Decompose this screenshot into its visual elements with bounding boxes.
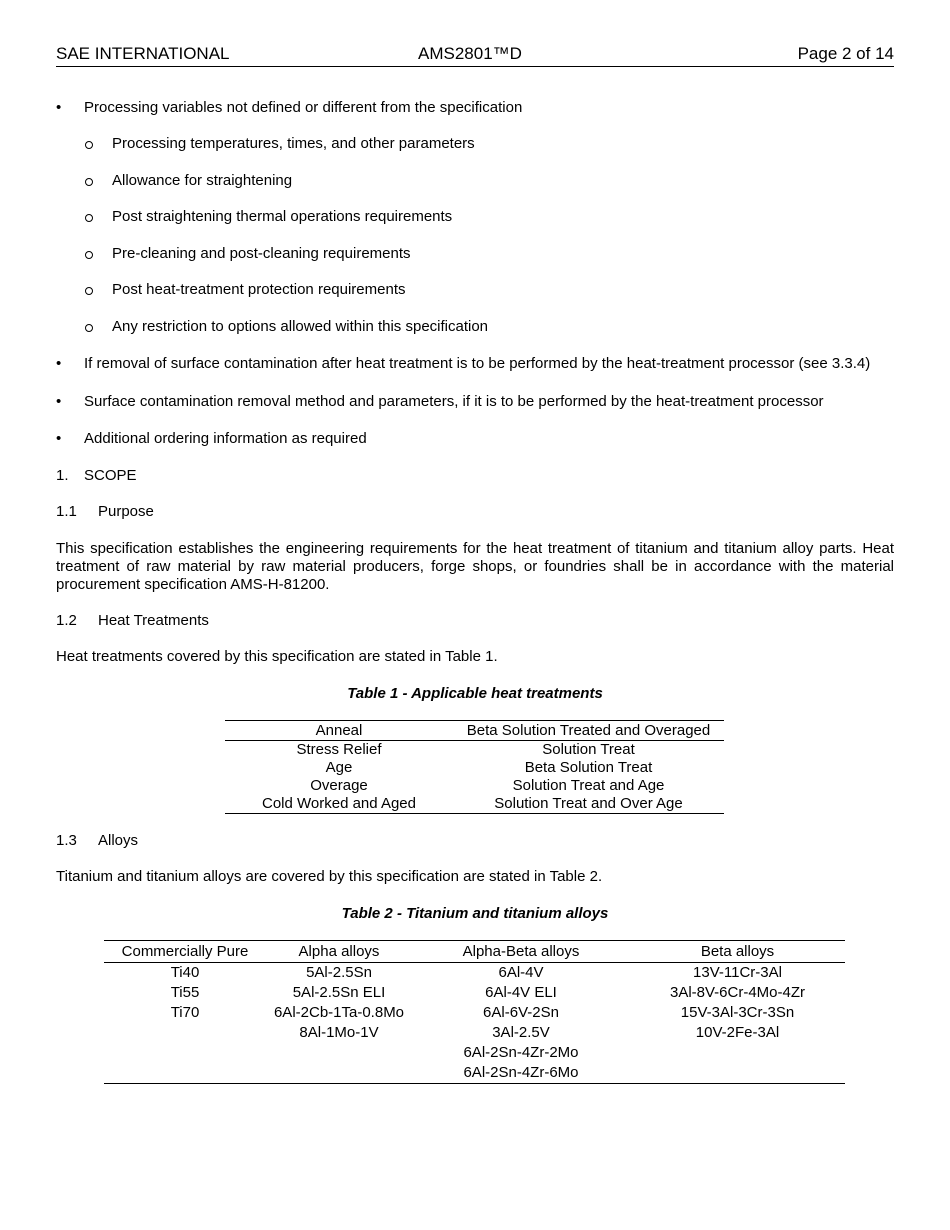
sub-bullet-item: Allowance for straightening: [112, 172, 293, 189]
table-cell: Beta Solution Treat: [524, 759, 653, 776]
table-cell: [266, 1043, 412, 1063]
table-cell: [104, 1063, 266, 1084]
table-cell: Ti70: [170, 1004, 200, 1021]
table-cell: [266, 1063, 412, 1084]
hollow-bullet-icon: [85, 251, 93, 259]
table-row: [104, 983, 845, 1003]
hollow-bullet-icon: [85, 178, 93, 186]
hollow-bullet-icon: [85, 141, 93, 149]
table-cell: 8Al-1Mo-1V: [299, 1024, 379, 1041]
table-cell: 13V-11Cr-3Al: [693, 964, 782, 981]
table-cell: [630, 1043, 845, 1063]
table-cell: Solution Treat: [542, 741, 635, 758]
section-number: 1.3: [56, 832, 77, 849]
purpose-paragraph: This specification establishes the engineering requirements for the heat treatment of titanium and titanium alloy parts. Heat treatment of raw material by raw material producers, forge shops, or foundries shall be in accordance with the material procurement specification AMS-H-81200.: [56, 540, 894, 593]
table-cell: Age: [325, 759, 353, 776]
table-header-cell: Anneal: [225, 721, 453, 741]
table-cell: [104, 1043, 266, 1063]
sub-bullet-item: Processing temperatures, times, and other parameters: [112, 135, 475, 152]
header-page-number: Page 2 of 14: [797, 44, 894, 63]
table-row: [225, 795, 724, 814]
heat-treatments-paragraph: Heat treatments covered by this specification are stated in Table 1.: [56, 648, 498, 665]
table-header-cell: Alpha alloys: [266, 941, 412, 963]
bullet-item: Additional ordering information as required: [84, 430, 367, 447]
table-cell: 15V-3Al-3Cr-3Sn: [680, 1004, 795, 1021]
header-document-id: AMS2801™D: [418, 44, 522, 63]
section-number: 1.2: [56, 612, 77, 629]
table-cell: 6Al-2Sn-4Zr-2Mo: [463, 1044, 579, 1061]
table-cell: [104, 1023, 266, 1043]
section-title: Purpose: [98, 503, 154, 520]
section-title: Alloys: [98, 832, 139, 849]
table-cell: 10V-2Fe-3Al: [695, 1024, 780, 1041]
table-cell: 5Al-2.5Sn: [306, 964, 372, 981]
table-row: [104, 1003, 845, 1023]
bullet-item: Surface contamination removal method and parameters, if it is to be performed by the heat-treatment processor: [84, 393, 824, 410]
hollow-bullet-icon: [85, 324, 93, 332]
table-header-cell: Alpha-Beta alloys: [412, 941, 630, 963]
table-row: [104, 1063, 845, 1084]
table-cell: Ti55: [170, 984, 200, 1001]
page-header: [56, 44, 894, 67]
sub-bullet-item: Pre-cleaning and post-cleaning requirements: [112, 245, 411, 262]
table-row: [104, 1043, 845, 1063]
table-row: [225, 741, 724, 760]
table-cell: Cold Worked and Aged: [262, 795, 416, 812]
section-number: 1.: [56, 467, 69, 484]
table-row: [104, 963, 845, 984]
table-cell: Ti40: [170, 964, 200, 981]
table-cell: Solution Treat and Age: [512, 777, 665, 794]
table2-titanium-alloys: [104, 940, 845, 1084]
table-cell: 6Al-2Sn-4Zr-6Mo: [463, 1064, 579, 1081]
table-cell: Stress Relief: [296, 741, 382, 758]
sub-bullet-item: Post straightening thermal operations requirements: [112, 208, 453, 225]
header-organization: SAE INTERNATIONAL: [56, 44, 230, 63]
table-cell: 5Al-2.5Sn ELI: [292, 984, 386, 1001]
table-cell: 6Al-4V: [498, 964, 544, 981]
table-header-row: [225, 721, 724, 741]
bullet-icon: •: [56, 355, 62, 372]
table-cell: Overage: [310, 777, 368, 794]
section-title: Heat Treatments: [98, 612, 209, 629]
bullet-item: Processing variables not defined or different from the specification: [84, 99, 523, 116]
table-header-cell: Beta Solution Treated and Overaged: [453, 721, 724, 741]
table2-caption: Table 2 - Titanium and titanium alloys: [341, 905, 609, 922]
bullet-icon: •: [56, 430, 62, 447]
table-row: [225, 759, 724, 777]
table1-heat-treatments: [225, 720, 724, 814]
table-cell: 3Al-8V-6Cr-4Mo-4Zr: [669, 984, 806, 1001]
sub-bullet-item: Post heat-treatment protection requirements: [112, 281, 406, 298]
table-header-row: [104, 941, 845, 963]
table-cell: 6Al-6V-2Sn: [483, 1004, 559, 1021]
hollow-bullet-icon: [85, 287, 93, 295]
table1-caption: Table 1 - Applicable heat treatments: [347, 685, 603, 702]
table-cell: Solution Treat and Over Age: [494, 795, 683, 812]
table-cell: 6Al-2Cb-1Ta-0.8Mo: [273, 1004, 405, 1021]
table-row: [104, 1023, 845, 1043]
table-header-cell: Beta alloys: [630, 941, 845, 963]
alloys-paragraph: Titanium and titanium alloys are covered by this specification are stated in Table 2.: [56, 868, 603, 885]
table-header-cell: Commercially Pure: [104, 941, 266, 963]
table-cell: 6Al-4V ELI: [485, 984, 557, 1001]
bullet-icon: •: [56, 99, 62, 116]
bullet-icon: •: [56, 393, 62, 410]
section-number: 1.1: [56, 503, 77, 520]
section-title: SCOPE: [84, 467, 137, 484]
hollow-bullet-icon: [85, 214, 93, 222]
table-row: [225, 777, 724, 795]
table-cell: [630, 1063, 845, 1084]
sub-bullet-item: Any restriction to options allowed within this specification: [112, 318, 489, 335]
table-cell: 3Al-2.5V: [492, 1024, 550, 1041]
bullet-item: If removal of surface contamination after heat treatment is to be performed by the heat-treatment processor (see 3.3.4): [84, 355, 871, 372]
